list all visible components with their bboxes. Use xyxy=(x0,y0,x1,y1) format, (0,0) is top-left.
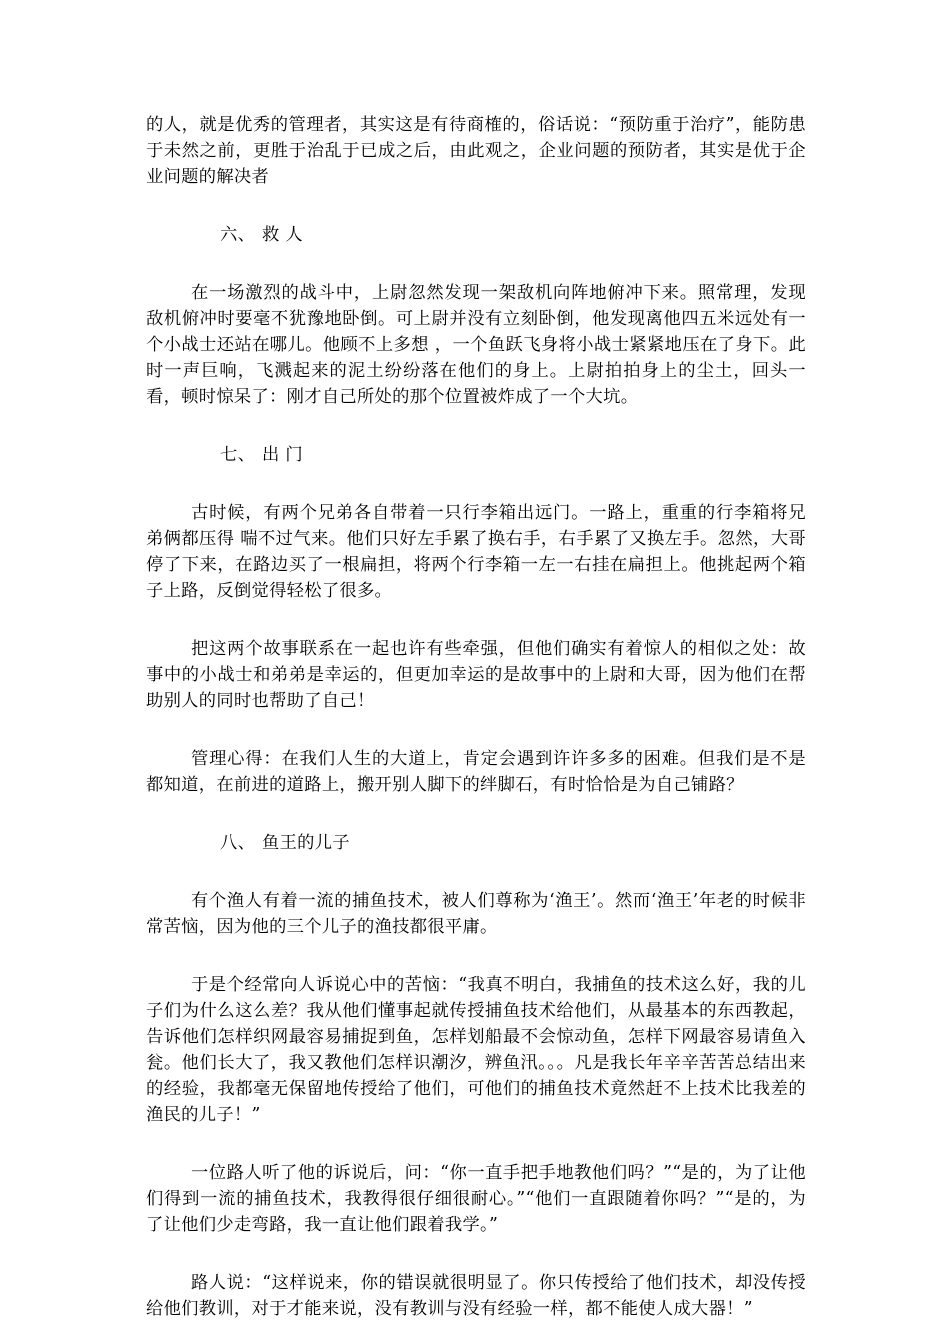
paragraph-fisher-intro: 有个渔人有着一流的捕鱼技术，被人们尊称为‘渔王’。然而‘渔王’年老的时候非常苦恼，因为他的三个儿子的渔技都很平庸。 xyxy=(146,891,806,937)
spacer xyxy=(146,468,806,500)
spacer xyxy=(146,798,806,830)
spacer xyxy=(146,190,806,222)
section-number: 七、 xyxy=(220,445,256,465)
section-heading-6 xyxy=(146,222,806,248)
section-title: 鱼王的儿子 xyxy=(262,833,350,853)
spacer xyxy=(146,604,806,636)
spacer xyxy=(146,410,806,442)
spacer xyxy=(146,1128,806,1160)
paragraph-story-travel: 古时候，有两个兄弟各自带着一只行李箱出远门。一路上，重重的行李箱将兄弟俩都压得 喘不过气来。他们只好左手累了换右手，右手累了又换左手。忽然，大哥停了下来，在路边买了一根扁担，将两个行李箱一左一右挂在扁担上。他挑起两个箱子上路，反倒觉得轻松了很多。 xyxy=(146,503,806,601)
section-heading-8 xyxy=(146,830,806,856)
paragraph-dialogue: 一位路人听了他的诉说后，问：“你一直手把手地教他们吗？”“是的，为了让他们得到一流的捕鱼技术，我教得很仔细很耐心。”“他们一直跟随着你吗？”“是的，为了让他们少走弯路，我一直让他们跟着我学。” xyxy=(146,1163,806,1235)
paragraph-story-rescue: 在一场激烈的战斗中，上尉忽然发现一架敌机向阵地俯冲下来。照常理，发现敌机俯冲时要毫不犹豫地卧倒。可上尉并没有立刻卧倒，他发现离他四五米远处有一个小战士还站在哪儿。他顾不上多想 ，一个鱼跃飞身将小战士紧紧地压在了身下。此时一声巨响，飞溅起来的泥土纷纷落在他们的身上。上尉拍拍身上的尘土，回头一看，顿时惊呆了：刚才自己所处的那个位置被炸成了一个大坑。 xyxy=(146,283,806,407)
spacer xyxy=(146,248,806,280)
section-number: 八、 xyxy=(220,833,256,853)
paragraph-conclusion: 路人说：“这样说来，你的错误就很明显了。你只传授给了他们技术，却没传授给他们教训，对于才能来说，没有教训与没有经验一样，都不能使人成大器！” xyxy=(146,1273,806,1319)
section-title: 出 门 xyxy=(262,445,303,465)
paragraph-management-insight: 管理心得：在我们人生的大道上，肯定会遇到许许多多的困难。但我们是不是都知道，在前进的道路上，搬开别人脚下的绊脚石，有时恰恰是为自己铺路？ xyxy=(146,749,806,795)
spacer xyxy=(146,1238,806,1270)
paragraph-comparison: 把这两个故事联系在一起也许有些牵强，但他们确实有着惊人的相似之处：故事中的小战士和弟弟是幸运的，但更加幸运的是故事中的上尉和大哥，因为他们在帮助别人的同时也帮助了自己！ xyxy=(146,639,806,711)
section-heading-7 xyxy=(146,442,806,468)
section-number: 六、 xyxy=(220,225,256,245)
section-title: 救 人 xyxy=(262,225,303,245)
spacer xyxy=(146,714,806,746)
document-page xyxy=(146,112,806,1322)
spacer xyxy=(146,856,806,888)
paragraph-fisher-complaint: 于是个经常向人诉说心中的苦恼：“我真不明白，我捕鱼的技术这么好，我的儿子们为什么这么差？我从他们懂事起就传授捕鱼技术给他们，从最基本的东西教起，告诉他们怎样织网最容易捕捉到鱼，怎样划船最不会惊动鱼，怎样下网最容易请鱼入瓮。他们长大了，我又教他们怎样识潮汐，辨鱼汛。。。凡是我长年辛辛苦苦总结出来的经验，我都毫无保留地传授给了他们，可他们的捕鱼技术竟然赶不上技术比我差的渔民的儿子！” xyxy=(146,975,806,1125)
paragraph-intro: 的人，就是优秀的管理者，其实这是有待商榷的，俗话说：“预防重于治疗”，能防患于未然之前，更胜于治乱于已成之后，由此观之，企业问题的预防者，其实是优于企业问题的解决者 xyxy=(146,115,806,187)
spacer xyxy=(146,940,806,972)
